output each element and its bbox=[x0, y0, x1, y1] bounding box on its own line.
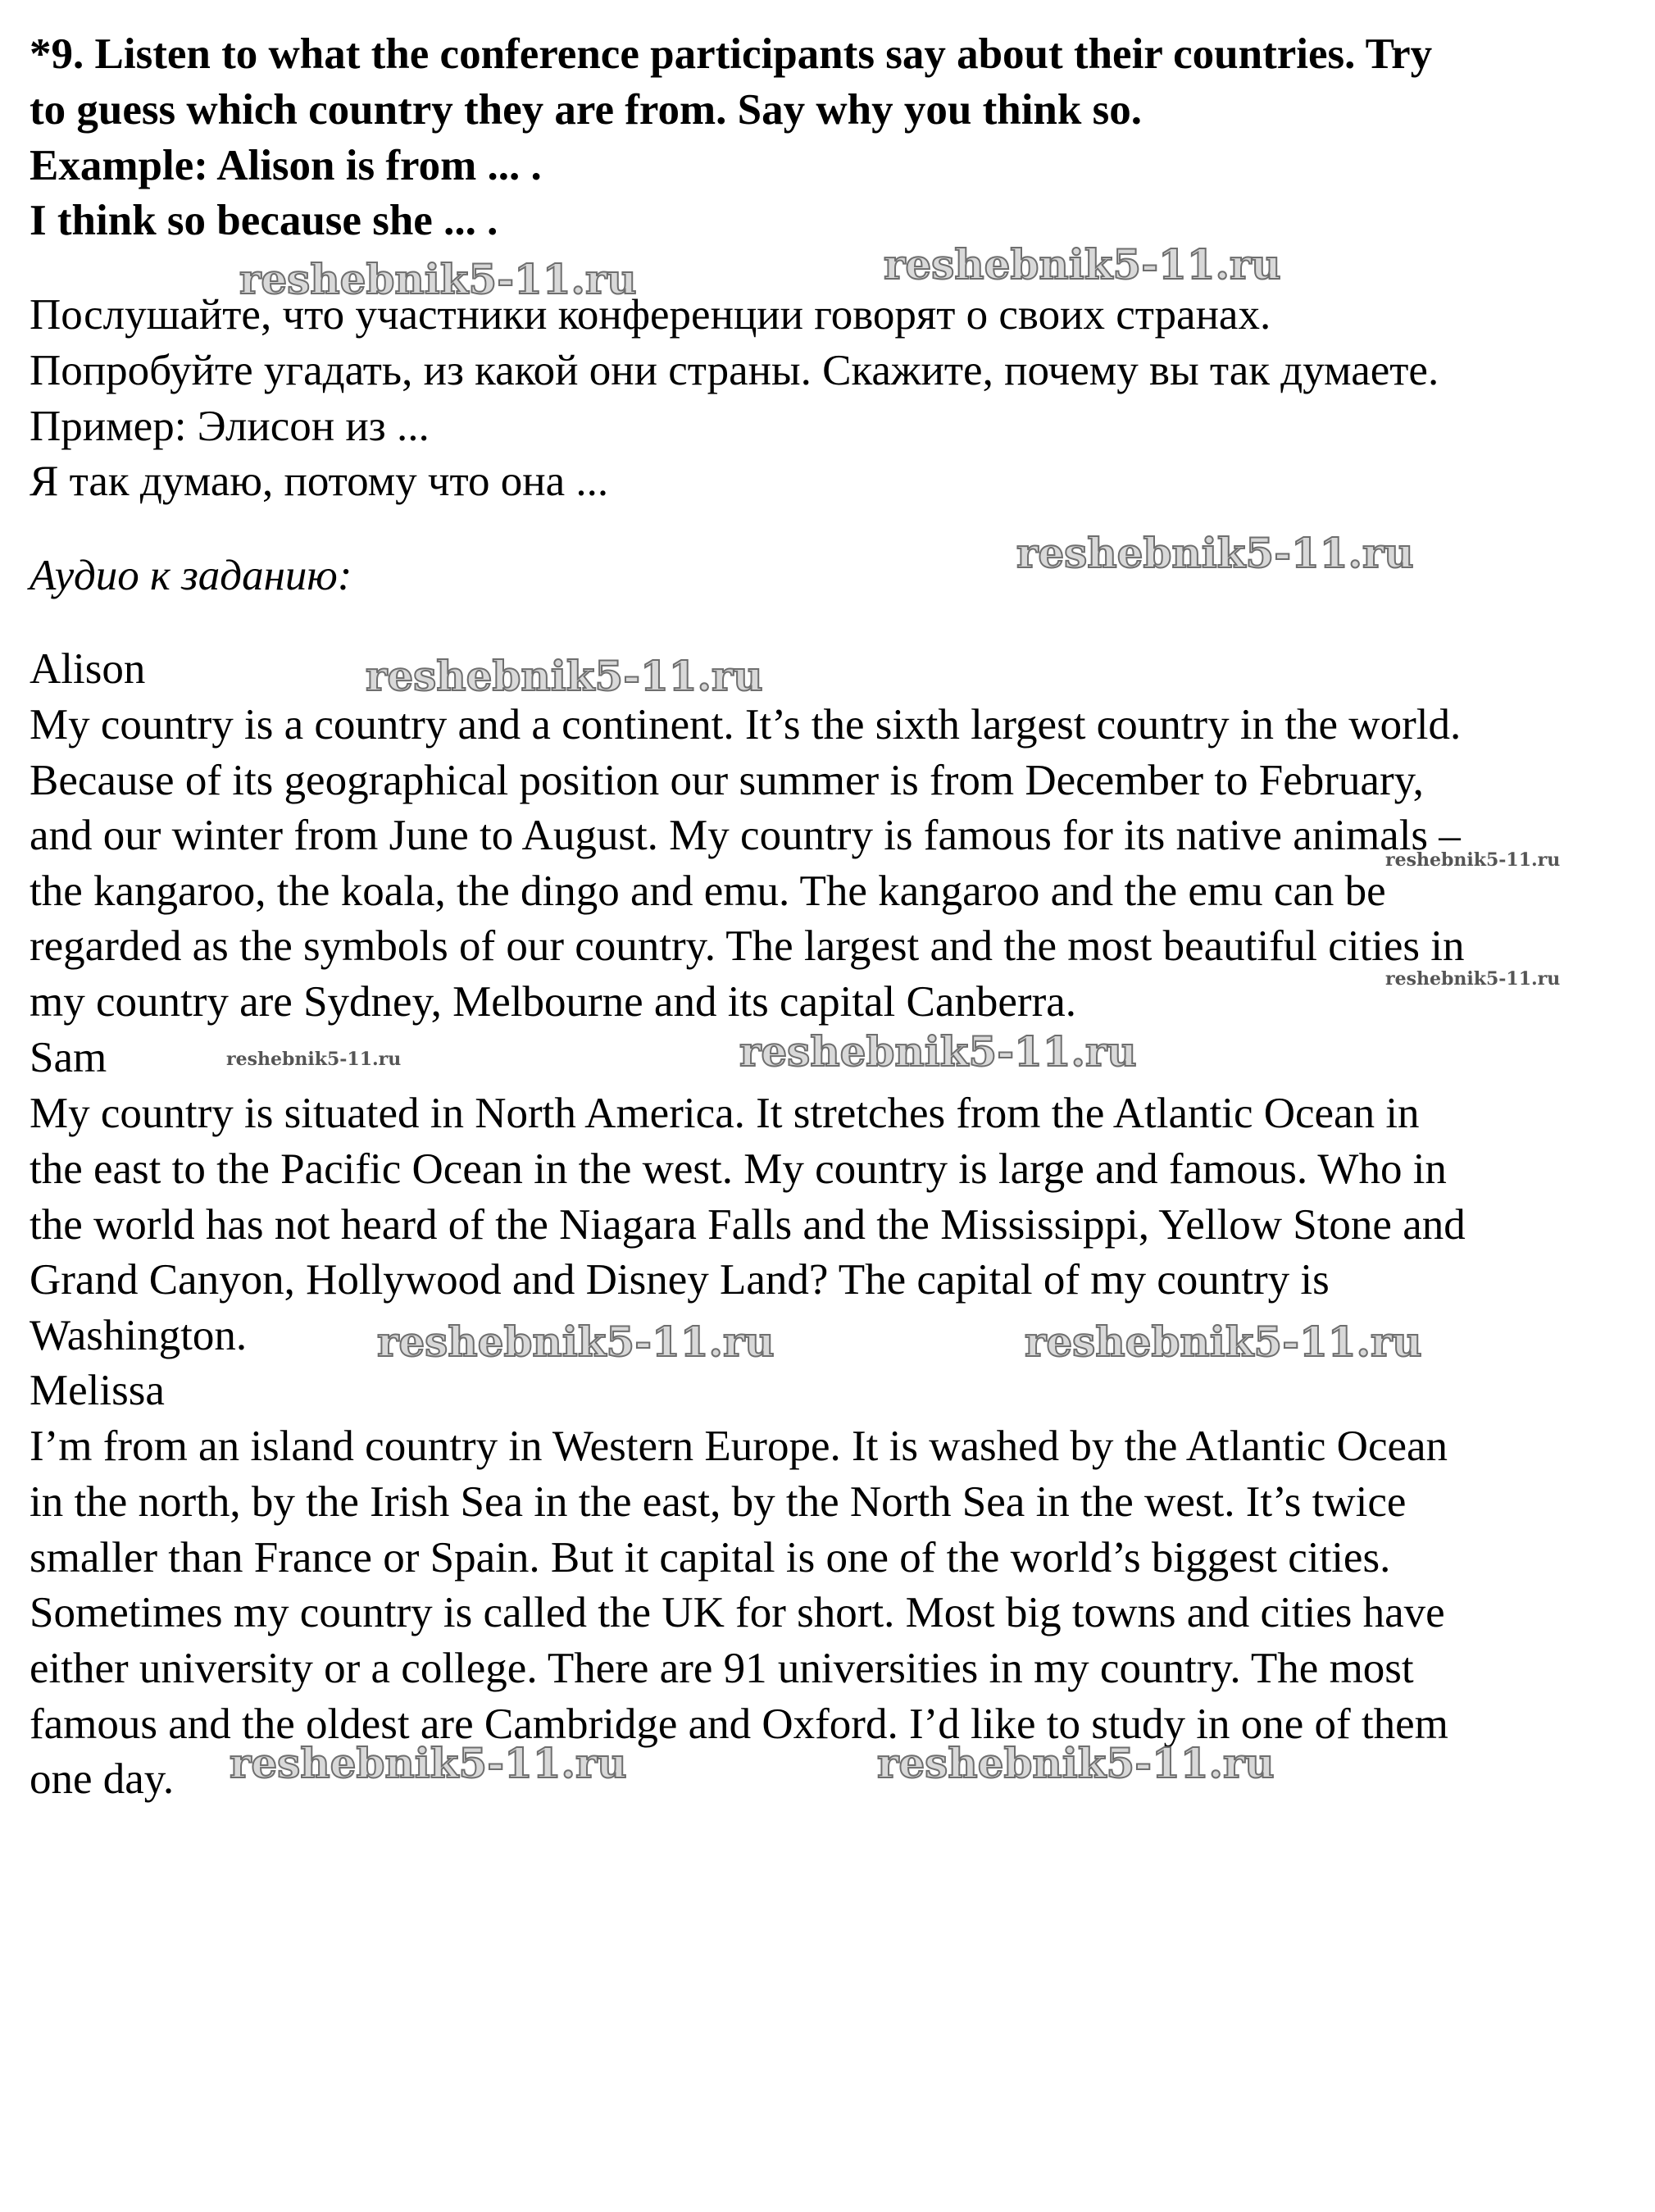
watermark: reshebnik5-11.ru bbox=[377, 1318, 775, 1366]
audio-label: Аудио к заданию: bbox=[30, 552, 352, 599]
task-example-line: Example: Alison is from ... . bbox=[30, 142, 542, 189]
melissa-text-line-2: in the north, by the Irish Sea in the east, by the North Sea in the west. It’s twice bbox=[30, 1478, 1407, 1526]
task-heading-line-1: *9. Listen to what the conference participants say about their countries. Try bbox=[30, 30, 1433, 78]
translation-line-3: Пример: Элисон из ... bbox=[30, 403, 430, 450]
melissa-text-line-3: smaller than France or Spain. But it capital is one of the world’s biggest cities. bbox=[30, 1534, 1391, 1582]
watermark: reshebnik5-11.ru bbox=[884, 240, 1281, 289]
alison-text-line-6: my country are Sydney, Melbourne and its capital Canberra. bbox=[30, 978, 1076, 1026]
sam-text-line-2: the east to the Pacific Ocean in the west. My country is large and famous. Who in bbox=[30, 1145, 1447, 1193]
speaker-name-alison: Alison bbox=[30, 645, 146, 693]
watermark: reshebnik5-11.ru bbox=[230, 1739, 627, 1787]
sam-text-line-4: Grand Canyon, Hollywood and Disney Land? The capital of my country is bbox=[30, 1256, 1330, 1304]
task-heading-line-2: to guess which country they are from. Say why you think so. bbox=[30, 86, 1143, 134]
watermark: reshebnik5-11.ru bbox=[739, 1027, 1137, 1076]
melissa-text-line-7: one day. bbox=[30, 1755, 175, 1803]
watermark-small: reshebnik5-11.ru bbox=[226, 1049, 402, 1070]
alison-text-line-3: and our winter from June to August. My country is famous for its native animals – bbox=[30, 812, 1461, 859]
watermark: reshebnik5-11.ru bbox=[877, 1739, 1275, 1787]
alison-text-line-4: the kangaroo, the koala, the dingo and emu. The kangaroo and the emu can be bbox=[30, 867, 1386, 915]
sam-text-line-5: Washington. bbox=[30, 1312, 248, 1359]
watermark: reshebnik5-11.ru bbox=[239, 255, 637, 303]
sam-text-line-1: My country is situated in North America. It stretches from the Atlantic Ocean in bbox=[30, 1090, 1420, 1137]
translation-line-1: Послушайте, что участники конференции говорят о своих странах. bbox=[30, 291, 1271, 339]
speaker-name-melissa: Melissa bbox=[30, 1367, 165, 1414]
sam-text-line-3: the world has not heard of the Niagara Falls and the Mississippi, Yellow Stone and bbox=[30, 1201, 1466, 1249]
melissa-text-line-6: famous and the oldest are Cambridge and Oxford. I’d like to study in one of them bbox=[30, 1700, 1448, 1748]
watermark: reshebnik5-11.ru bbox=[1025, 1318, 1422, 1366]
watermark: reshebnik5-11.ru bbox=[1016, 529, 1414, 577]
watermark-small: reshebnik5-11.ru bbox=[1385, 849, 1561, 871]
task-reason-line: I think so because she ... . bbox=[30, 197, 498, 244]
alison-text-line-2: Because of its geographical position our summer is from December to February, bbox=[30, 757, 1424, 804]
watermark-small: reshebnik5-11.ru bbox=[1385, 968, 1561, 990]
alison-text-line-1: My country is a country and a continent. It’s the sixth largest country in the world. bbox=[30, 701, 1462, 749]
speaker-name-sam: Sam bbox=[30, 1034, 107, 1081]
melissa-text-line-5: either university or a college. There are 91 universities in my country. The most bbox=[30, 1645, 1414, 1692]
melissa-text-line-1: I’m from an island country in Western Europe. It is washed by the Atlantic Ocean bbox=[30, 1422, 1448, 1470]
alison-text-line-5: regarded as the symbols of our country. The largest and the most beautiful cities in bbox=[30, 922, 1465, 970]
translation-line-4: Я так думаю, потому что она ... bbox=[30, 457, 609, 505]
melissa-text-line-4: Sometimes my country is called the UK for short. Most big towns and cities have bbox=[30, 1589, 1445, 1636]
translation-line-2: Попробуйте угадать, из какой они страны. Скажите, почему вы так думаете. bbox=[30, 347, 1439, 394]
watermark: reshebnik5-11.ru bbox=[366, 652, 763, 700]
